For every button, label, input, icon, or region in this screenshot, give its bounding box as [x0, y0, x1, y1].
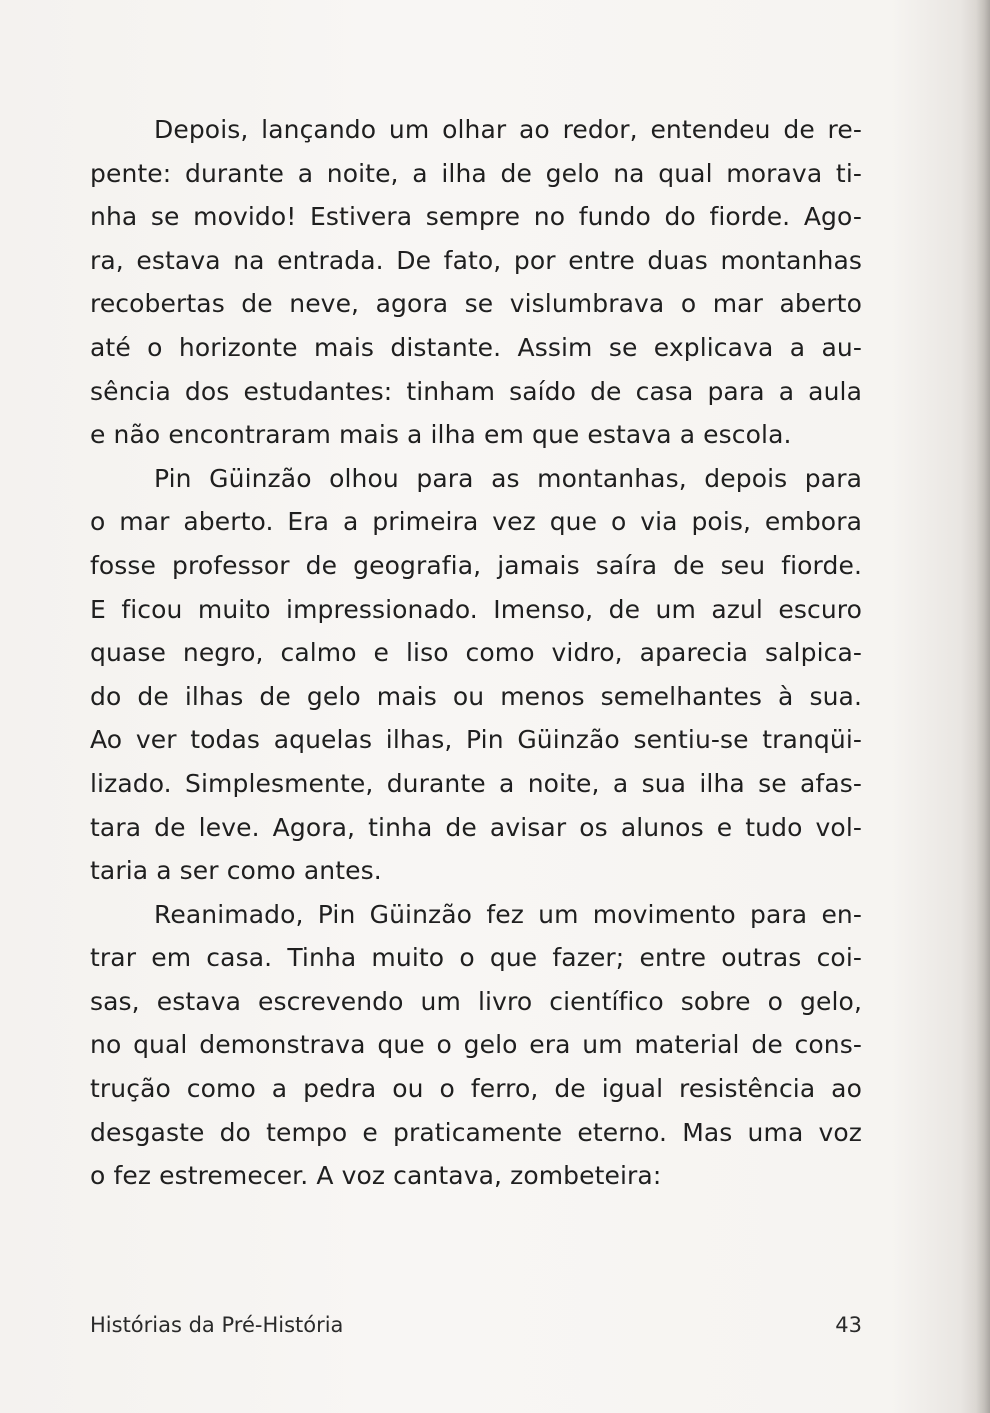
text-line: desgaste do tempo e praticamente eterno. Mas uma voz [90, 1117, 862, 1147]
text-line: sência dos estudantes: tinham saído de casa para a aula [90, 376, 862, 406]
text-line: quase negro, calmo e liso como vidro, aparecia salpica- [90, 638, 862, 668]
text-line: o mar aberto. Era a primeira vez que o via pois, embora [90, 507, 862, 537]
text-line: sas, estava escrevendo um livro científico sobre o gelo, [90, 986, 862, 1016]
book-title: Histórias da Pré-História [90, 1313, 344, 1337]
text-line: taria a ser como antes. [90, 856, 382, 886]
text-line: trução como a pedra ou o ferro, de igual resistência ao [90, 1074, 862, 1104]
text-line: E ficou muito impressionado. Imenso, de um azul escuro [90, 594, 862, 624]
text-line: ra, estava na entrada. De fato, por entre duas montanhas [90, 245, 862, 275]
text-line: pente: durante a noite, a ilha de gelo na qual morava ti- [90, 158, 862, 188]
text-line: trar em casa. Tinha muito o que fazer; entre outras coi- [90, 943, 862, 973]
text-line: do de ilhas de gelo mais ou menos semelhantes à sua. [90, 681, 862, 711]
text-line: recobertas de neve, agora se vislumbrava o mar aberto [90, 289, 862, 319]
text-line: e não encontraram mais a ilha em que estava a escola. [90, 420, 792, 450]
text-line: Reanimado, Pin Güinzão fez um movimento para en- [154, 899, 862, 929]
text-line: nha se movido! Estivera sempre no fundo do fiorde. Ago- [90, 202, 862, 232]
text-line: o fez estremecer. A voz cantava, zombeteira: [90, 1161, 662, 1191]
text-line: Pin Güinzão olhou para as montanhas, depois para [154, 463, 862, 493]
page-number: 43 [835, 1313, 862, 1337]
text-line: Depois, lançando um olhar ao redor, entendeu de re- [154, 115, 862, 144]
text-line: fosse professor de geografia, jamais saíra de seu fiorde. [90, 550, 862, 580]
page-edge-shadow [976, 0, 990, 1413]
text-line: Ao ver todas aquelas ilhas, Pin Güinzão sentiu-se tranqüi- [90, 725, 862, 755]
text-line: até o horizonte mais distante. Assim se explicava a au- [90, 332, 862, 362]
text-line: tara de leve. Agora, tinha de avisar os alunos e tudo vol- [90, 812, 862, 842]
page-footer [90, 1310, 862, 1340]
text-line: lizado. Simplesmente, durante a noite, a sua ilha se afas- [90, 768, 862, 798]
body-text [90, 108, 862, 1198]
text-line: no qual demonstrava que o gelo era um material de cons- [90, 1030, 862, 1060]
